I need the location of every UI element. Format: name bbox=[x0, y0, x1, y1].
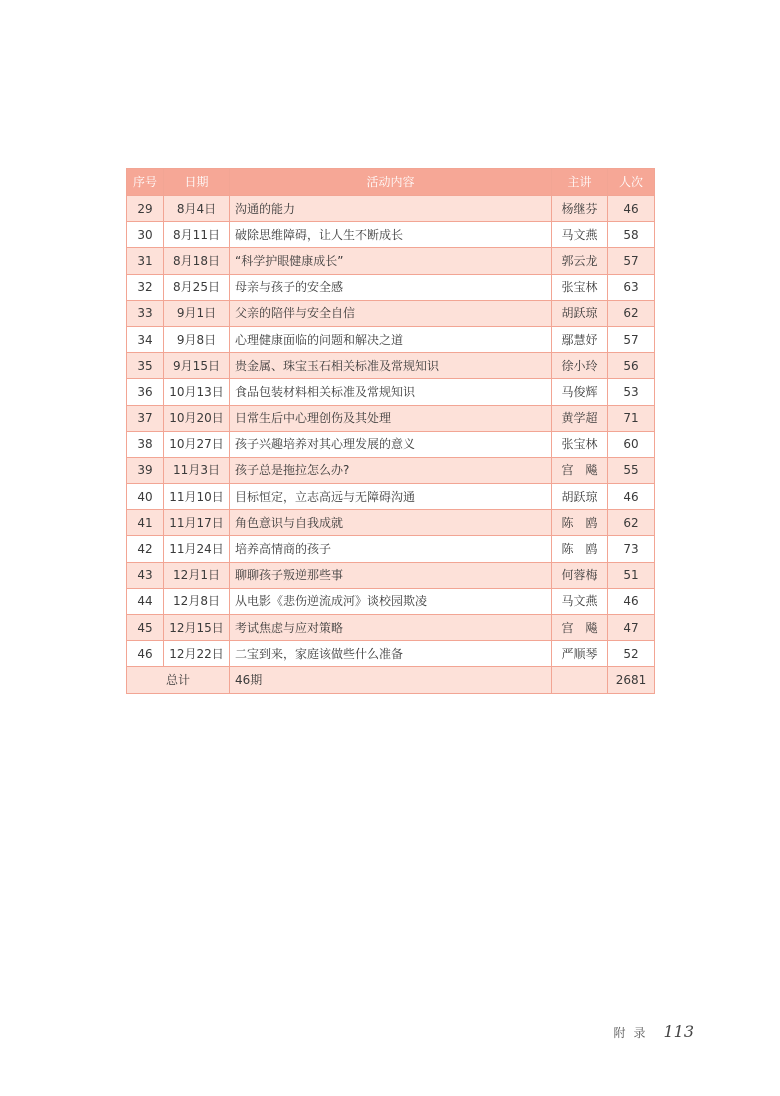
row-date: 9月15日 bbox=[164, 353, 230, 379]
activity-table bbox=[126, 168, 655, 694]
row-speaker: 宫 飚 bbox=[552, 457, 608, 483]
row-content: 从电影《悲伤逆流成河》谈校园欺凌 bbox=[230, 588, 552, 614]
total-content: 46期 bbox=[230, 667, 552, 693]
page-footer bbox=[613, 1022, 694, 1041]
table-row bbox=[127, 457, 655, 483]
row-count: 62 bbox=[608, 510, 655, 536]
row-no: 40 bbox=[127, 484, 164, 510]
table-row bbox=[127, 536, 655, 562]
header-speaker: 主讲 bbox=[552, 169, 608, 196]
row-date: 10月20日 bbox=[164, 405, 230, 431]
row-date: 11月3日 bbox=[164, 457, 230, 483]
total-row bbox=[127, 667, 655, 693]
row-date: 11月24日 bbox=[164, 536, 230, 562]
row-count: 73 bbox=[608, 536, 655, 562]
row-speaker: 陈 鸥 bbox=[552, 536, 608, 562]
row-no: 31 bbox=[127, 248, 164, 274]
row-content: “科学护眼健康成长” bbox=[230, 248, 552, 274]
row-content: 贵金属、珠宝玉石相关标准及常规知识 bbox=[230, 353, 552, 379]
row-count: 46 bbox=[608, 588, 655, 614]
header-content: 活动内容 bbox=[230, 169, 552, 196]
row-date: 12月8日 bbox=[164, 588, 230, 614]
header-count: 人次 bbox=[608, 169, 655, 196]
row-speaker: 杨继芬 bbox=[552, 196, 608, 222]
table-row bbox=[127, 484, 655, 510]
table-row bbox=[127, 588, 655, 614]
row-no: 29 bbox=[127, 196, 164, 222]
row-no: 38 bbox=[127, 431, 164, 457]
row-date: 8月11日 bbox=[164, 222, 230, 248]
row-date: 12月15日 bbox=[164, 615, 230, 641]
row-count: 56 bbox=[608, 353, 655, 379]
row-no: 42 bbox=[127, 536, 164, 562]
row-speaker: 徐小玲 bbox=[552, 353, 608, 379]
row-count: 60 bbox=[608, 431, 655, 457]
row-content: 日常生后中心理创伤及其处理 bbox=[230, 405, 552, 431]
header-no: 序号 bbox=[127, 169, 164, 196]
row-content: 母亲与孩子的安全感 bbox=[230, 274, 552, 300]
row-content: 孩子兴趣培养对其心理发展的意义 bbox=[230, 431, 552, 457]
row-no: 43 bbox=[127, 562, 164, 588]
row-content: 考试焦虑与应对策略 bbox=[230, 615, 552, 641]
total-count: 2681 bbox=[608, 667, 655, 693]
total-label: 总计 bbox=[127, 667, 230, 693]
row-count: 51 bbox=[608, 562, 655, 588]
table-header-row bbox=[127, 169, 655, 196]
row-count: 57 bbox=[608, 326, 655, 352]
row-no: 41 bbox=[127, 510, 164, 536]
row-count: 46 bbox=[608, 196, 655, 222]
row-count: 63 bbox=[608, 274, 655, 300]
table-row bbox=[127, 405, 655, 431]
row-speaker: 郭云龙 bbox=[552, 248, 608, 274]
table-row bbox=[127, 222, 655, 248]
row-count: 52 bbox=[608, 641, 655, 667]
row-date: 10月13日 bbox=[164, 379, 230, 405]
page-number: 113 bbox=[663, 1022, 694, 1041]
row-content: 二宝到来，家庭该做些什么准备 bbox=[230, 641, 552, 667]
row-no: 30 bbox=[127, 222, 164, 248]
row-no: 39 bbox=[127, 457, 164, 483]
row-content: 目标恒定，立志高远与无障碍沟通 bbox=[230, 484, 552, 510]
row-date: 8月25日 bbox=[164, 274, 230, 300]
row-date: 8月4日 bbox=[164, 196, 230, 222]
row-date: 8月18日 bbox=[164, 248, 230, 274]
table-row bbox=[127, 641, 655, 667]
row-speaker: 马俊辉 bbox=[552, 379, 608, 405]
table-row bbox=[127, 431, 655, 457]
row-content: 父亲的陪伴与安全自信 bbox=[230, 300, 552, 326]
row-speaker: 胡跃琼 bbox=[552, 300, 608, 326]
row-date: 9月8日 bbox=[164, 326, 230, 352]
row-no: 35 bbox=[127, 353, 164, 379]
table-row bbox=[127, 379, 655, 405]
row-count: 57 bbox=[608, 248, 655, 274]
row-count: 58 bbox=[608, 222, 655, 248]
row-content: 破除思维障碍，让人生不断成长 bbox=[230, 222, 552, 248]
row-speaker: 张宝林 bbox=[552, 274, 608, 300]
row-no: 33 bbox=[127, 300, 164, 326]
row-speaker: 马文燕 bbox=[552, 588, 608, 614]
table-row bbox=[127, 196, 655, 222]
row-speaker: 陈 鸥 bbox=[552, 510, 608, 536]
row-count: 55 bbox=[608, 457, 655, 483]
row-count: 62 bbox=[608, 300, 655, 326]
table-row bbox=[127, 300, 655, 326]
table-row bbox=[127, 326, 655, 352]
header-date: 日期 bbox=[164, 169, 230, 196]
row-date: 12月1日 bbox=[164, 562, 230, 588]
row-content: 培养高情商的孩子 bbox=[230, 536, 552, 562]
row-no: 32 bbox=[127, 274, 164, 300]
row-speaker: 黄学超 bbox=[552, 405, 608, 431]
row-speaker: 张宝林 bbox=[552, 431, 608, 457]
table-row bbox=[127, 248, 655, 274]
footer-section: 附录 bbox=[613, 1026, 654, 1040]
row-no: 36 bbox=[127, 379, 164, 405]
table-row bbox=[127, 562, 655, 588]
row-no: 44 bbox=[127, 588, 164, 614]
row-date: 10月27日 bbox=[164, 431, 230, 457]
row-speaker: 胡跃琼 bbox=[552, 484, 608, 510]
row-speaker: 何蓉梅 bbox=[552, 562, 608, 588]
table-row bbox=[127, 510, 655, 536]
table-row bbox=[127, 615, 655, 641]
row-no: 34 bbox=[127, 326, 164, 352]
table-row bbox=[127, 274, 655, 300]
row-no: 46 bbox=[127, 641, 164, 667]
row-speaker: 马文燕 bbox=[552, 222, 608, 248]
row-content: 角色意识与自我成就 bbox=[230, 510, 552, 536]
total-speaker bbox=[552, 667, 608, 693]
row-content: 沟通的能力 bbox=[230, 196, 552, 222]
row-no: 37 bbox=[127, 405, 164, 431]
row-date: 9月1日 bbox=[164, 300, 230, 326]
row-count: 53 bbox=[608, 379, 655, 405]
row-date: 12月22日 bbox=[164, 641, 230, 667]
row-content: 心理健康面临的问题和解决之道 bbox=[230, 326, 552, 352]
row-date: 11月17日 bbox=[164, 510, 230, 536]
row-count: 71 bbox=[608, 405, 655, 431]
row-content: 食品包装材料相关标准及常规知识 bbox=[230, 379, 552, 405]
row-count: 47 bbox=[608, 615, 655, 641]
table-row bbox=[127, 353, 655, 379]
row-date: 11月10日 bbox=[164, 484, 230, 510]
row-speaker: 严顺琴 bbox=[552, 641, 608, 667]
row-no: 45 bbox=[127, 615, 164, 641]
row-speaker: 鄢慧妤 bbox=[552, 326, 608, 352]
row-speaker: 宫 飚 bbox=[552, 615, 608, 641]
row-content: 孩子总是拖拉怎么办? bbox=[230, 457, 552, 483]
row-content: 聊聊孩子叛逆那些事 bbox=[230, 562, 552, 588]
row-count: 46 bbox=[608, 484, 655, 510]
